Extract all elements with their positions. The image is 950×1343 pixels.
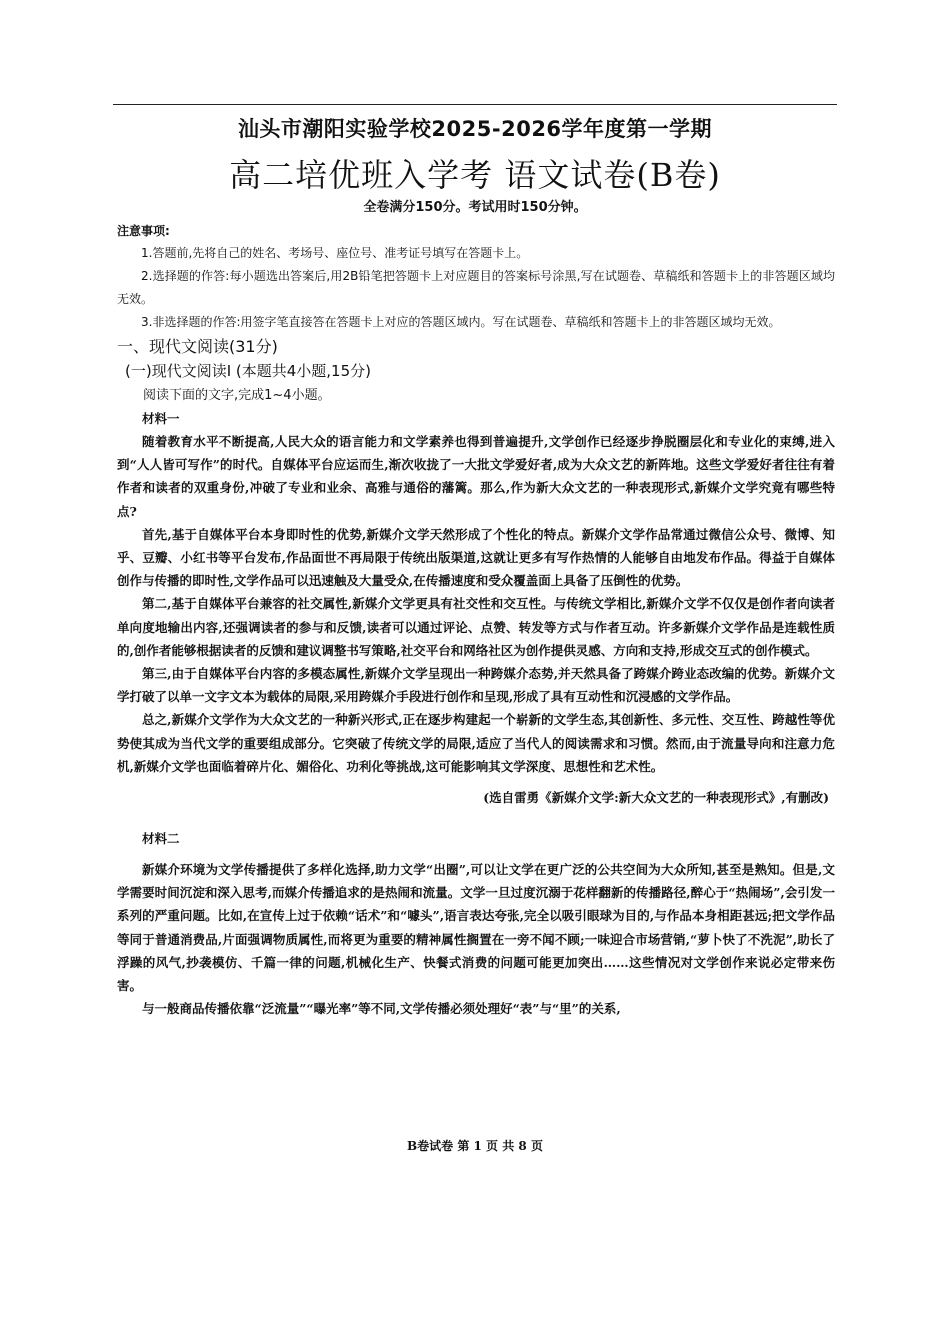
exam-title-line1: 汕头市潮阳实验学校2025-2026学年度第一学期 bbox=[237, 117, 713, 141]
material1-paragraph: 总之,新媒介文学作为大众文艺的一种新兴形式,正在逐步构建起一个崭新的文学生态,其创新性、多元性、交互性、跨越性等优势使其成为当代文学的重要组成部分。它突破了传统文学的局限,适应了当代人的阅读需求和习惯。然而,由于流量导向和注意力危机,新媒介文学也面临着碎片化、媚俗化、功利化等挑战,这可能影响其文学深度、思想性和艺术性。 bbox=[117, 712, 835, 774]
notice-item: 2.选择题的作答:每小题选出答案后,用2B铅笔把答题卡上对应题目的答案标号涂黑,写在试题卷、草稿纸和答题卡上的非答题区域均无效。 bbox=[117, 269, 835, 306]
material2-paragraph: 与一般商品传播依靠“泛流量”“曝光率”等不同,文学传播必须处理好“表”与“里”的关系, bbox=[142, 1001, 621, 1017]
subsection-heading: (一)现代文阅读Ⅰ (本题共4小题,15分) bbox=[125, 362, 371, 380]
spacer bbox=[117, 850, 835, 858]
material1-paragraph: 首先,基于自媒体平台本身即时性的优势,新媒介文学天然形成了个性化的特点。新媒介文学作品常通过微信公众号、微博、知乎、豆瓣、小红书等平台发布,作品面世不再局限于传统出版渠道,这就让更多有写作热情的人能够自由地发布作品。得益于自媒体创作与传播的即时性,文学作品可以迅速触及大量受众,在传播速度和受众覆盖面上具备了压倒性的优势。 bbox=[117, 526, 835, 589]
page-footer: B卷试卷 第 1 页 共 8 页 bbox=[407, 1139, 543, 1153]
notice-heading: 注意事项: bbox=[117, 224, 170, 238]
notice-item: 3.非选择题的作答:用签字笔直接答在答题卡上对应的答题区域内。写在试题卷、草稿纸和答题卡上的非答题区域均无效。 bbox=[141, 315, 781, 329]
material1-paragraph: 第三,由于自媒体平台内容的多模态属性,新媒介文学呈现出一种跨媒介态势,并天然具备了跨媒介跨业态改编的优势。新媒介文学打破了以单一文字文本为载体的局限,采用跨媒介手段进行创作和呈现,形成了具有互动性和沉浸感的文学作品。 bbox=[117, 666, 835, 705]
exam-subtitle: 全卷满分150分。考试用时150分钟。 bbox=[363, 200, 587, 215]
section-heading: 一、现代文阅读(31分) bbox=[117, 337, 278, 356]
material1-paragraph: 随着教育水平不断提高,人民大众的语言能力和文学素养也得到普遍提升,文学创作已经逐步挣脱圈层化和专业化的束缚,进入到“人人皆可写作”的时代。自媒体平台应运而生,渐次收拢了一大批文学爱好者,成为大众文艺的新阵地。这些文学爱好者往往有着作者和读者的双重身份,冲破了专业和业余、高雅与通俗的藩篱。那么,作为新大众文艺的一种表现形式,新媒介文学究竟有哪些特点? bbox=[117, 434, 835, 519]
material1-source: (选自雷勇《新媒介文学:新大众文艺的一种表现形式》,有删改) bbox=[483, 790, 829, 806]
spacer bbox=[117, 809, 835, 827]
material2-label: 材料二 bbox=[142, 831, 180, 847]
reading-instruction: 阅读下面的文字,完成1~4小题。 bbox=[143, 388, 331, 403]
exam-body bbox=[117, 220, 835, 1020]
header-rule bbox=[113, 104, 837, 105]
material1-label: 材料一 bbox=[142, 411, 180, 426]
exam-title-line2: 高二培优班入学考 语文试卷(B卷) bbox=[229, 156, 721, 194]
notice-item: 1.答题前,先将自己的姓名、考场号、座位号、准考证号填写在答题卡上。 bbox=[141, 246, 529, 260]
material2-paragraph: 新媒介环境为文学传播提供了多样化选择,助力文学“出圈”,可以让文学在更广泛的公共空间为大众所知,甚至是熟知。但是,文学需要时间沉淀和深入思考,而媒介传播追求的是热闹和流量。文学一旦过度沉溺于花样翻新的传播路径,醉心于“热闹场”,会引发一系列的严重问题。比如,在宣传上过于依赖“话术”和“噱头”,语言表达夸张,完全以吸引眼球为目的,与作品本身相距甚远;把文学作品等同于普通消费品,片面强调物质属性,而将更为重要的精神属性搁置在一旁不闻不顾;一味迎合市场营销,“萝卜快了不洗泥”,助长了浮躁的风气,抄袭模仿、千篇一律的问题,机械化生产、快餐式消费的问题可能更加突出……这些情况对文学创作来说必定带来伤害。 bbox=[117, 862, 835, 994]
material1-paragraph: 第二,基于自媒体平台兼容的社交属性,新媒介文学更具有社交性和交互性。与传统文学相比,新媒介文学不仅仅是创作者向读者单向度地输出内容,还强调读者的参与和反馈,读者可以通过评论、点赞、转发等方式与作者互动。许多新媒介文学作品是连载性质的,创作者能够根据读者的反馈和建议调整书写策略,社交平台和网络社区为创作提供灵感、方向和支持,形成交互式的创作模式。 bbox=[117, 596, 835, 658]
